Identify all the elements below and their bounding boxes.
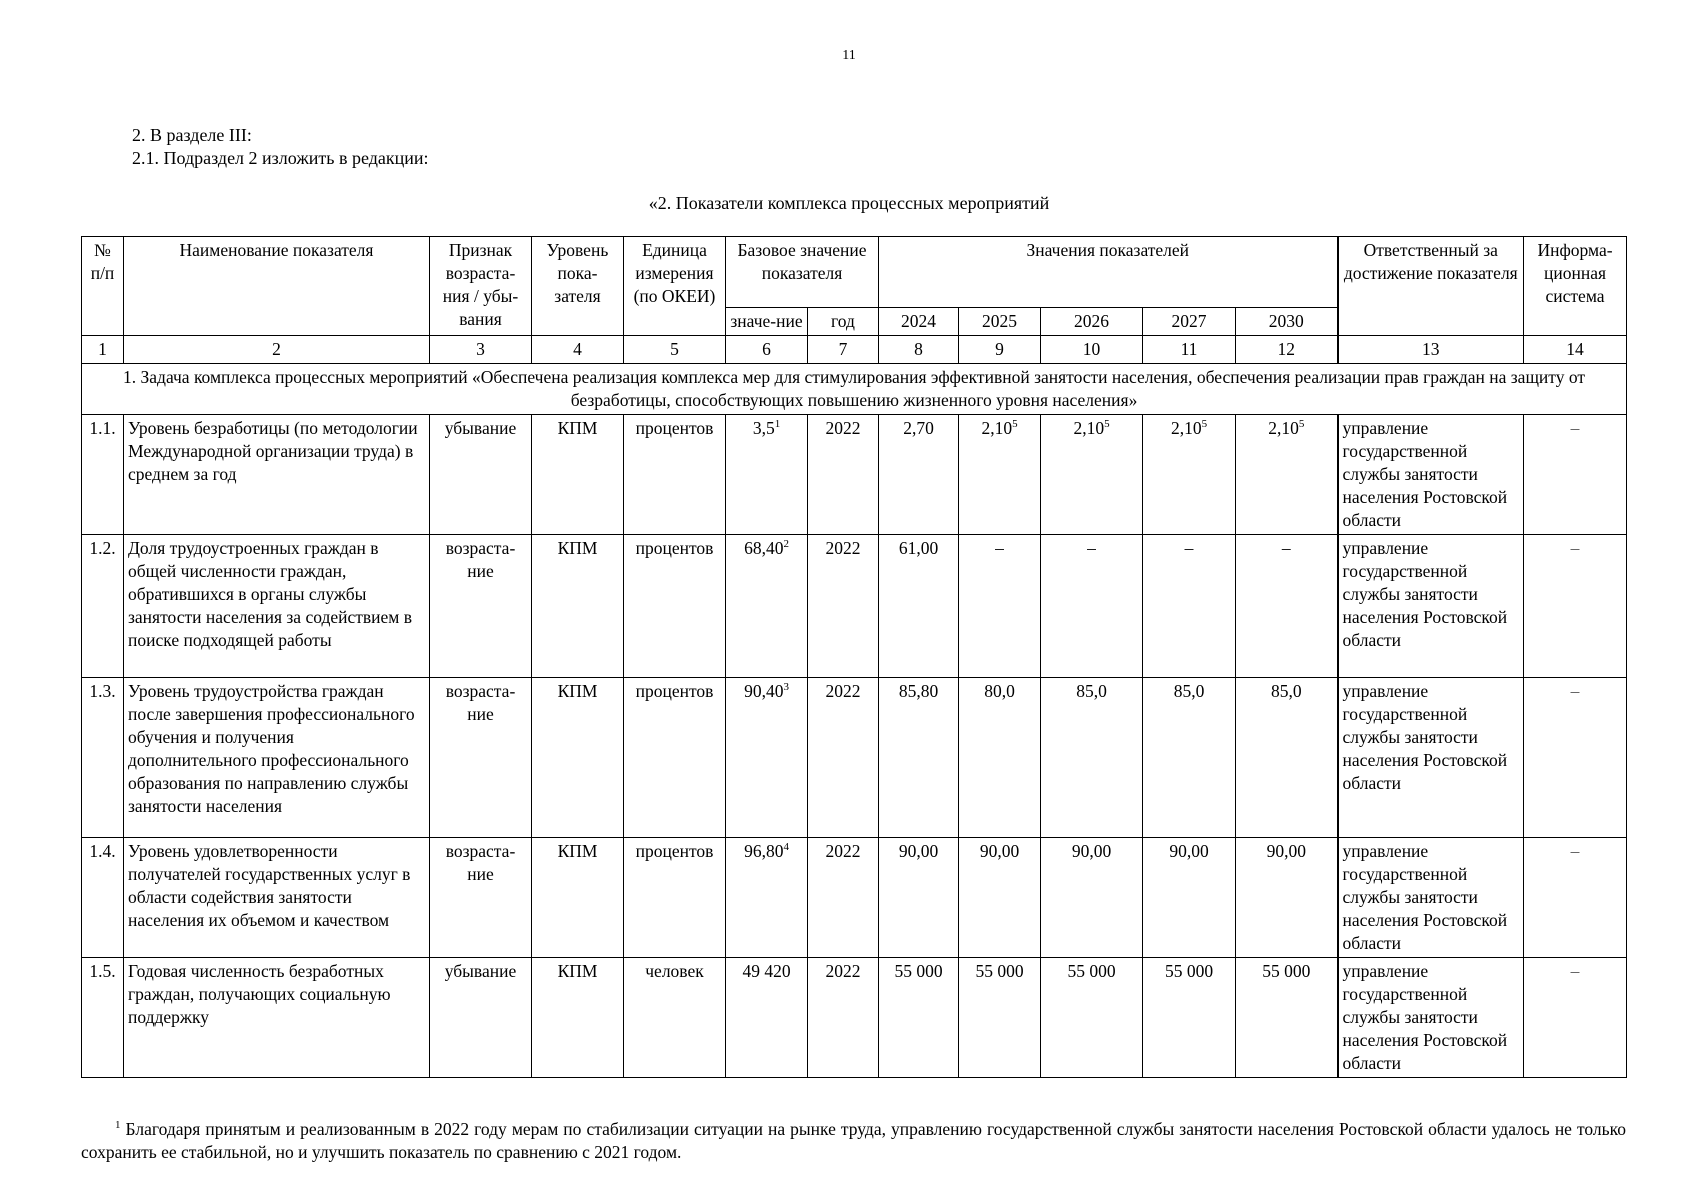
target-value-text: 90,00	[1169, 841, 1209, 861]
trend: возраста-ние	[430, 535, 532, 678]
indicator-row	[82, 415, 1627, 535]
column-number: 9	[959, 336, 1041, 364]
row-number: 1.4.	[82, 838, 124, 958]
page-number: 11	[842, 48, 856, 63]
footnote-ref: 5	[1012, 418, 1018, 431]
indicator-name: Доля трудоустроенных граждан в общей численности граждан, обратившихся в органы службы занятости населения за содействием в поиске подходящей работы	[124, 535, 430, 678]
base-value	[726, 535, 808, 678]
target-value	[1236, 838, 1338, 958]
target-value-text: 55 000	[975, 961, 1024, 981]
responsible: управление государственной службы занятости населения Ростовской области	[1338, 838, 1524, 958]
responsible: управление государственной службы занятости населения Ростовской области	[1338, 415, 1524, 535]
column-number: 3	[430, 336, 532, 364]
footnote-ref: 3	[783, 681, 789, 694]
header-year: 2027	[1143, 308, 1236, 336]
base-value-text: 96,80	[744, 841, 784, 861]
target-value	[879, 415, 959, 535]
column-number: 14	[1524, 336, 1627, 364]
header-base: Базовое значение показателя	[726, 237, 879, 308]
target-value	[959, 958, 1041, 1078]
footnote-text: Благодаря принятым и реализованным в 2022 году мерам по стабилизации ситуации на рынке труда, управлению государственной службы занятости населения Ростовской области удалось не только сохранить ее стабильной, но и улучшить показатель по сравнению с 2021 годом.	[81, 1119, 1626, 1162]
intro-text	[132, 124, 429, 170]
indicator-level: КПМ	[532, 415, 624, 535]
trend: убывание	[430, 415, 532, 535]
header-row-1	[82, 237, 1627, 308]
header-year: 2026	[1041, 308, 1143, 336]
footnote-ref: 2	[783, 538, 789, 551]
target-value-text: 55 000	[1164, 961, 1214, 981]
column-number: 6	[726, 336, 808, 364]
target-value	[879, 838, 959, 958]
base-value-text: 68,40	[744, 538, 784, 558]
target-value-text: 85,80	[898, 681, 939, 701]
unit: процентов	[624, 678, 726, 838]
footnote-marker: 1	[115, 1119, 121, 1132]
indicator-name: Уровень трудоустройства граждан после завершения профессионального обучения и получения дополнительного профессионального образования по направлению службы занятости населения	[124, 678, 430, 838]
unit: процентов	[624, 535, 726, 678]
info-system: –	[1524, 415, 1627, 535]
responsible: управление государственной службы занятости населения Ростовской области	[1338, 535, 1524, 678]
header-num: № п/п	[82, 237, 124, 336]
task-row	[82, 364, 1627, 415]
info-system: –	[1524, 535, 1627, 678]
responsible: управление государственной службы занятости населения Ростовской области	[1338, 958, 1524, 1078]
target-value	[1236, 415, 1338, 535]
task-text: 1. Задача комплекса процессных мероприятий «Обеспечена реализация комплекса мер для стимулирования эффективной занятости населения, обеспечения реализации прав граждан на защиту от безработицы, способствующих повышению жизненного уровня населения»	[82, 364, 1627, 415]
target-value-text: –	[1184, 538, 1194, 558]
target-value	[1041, 678, 1143, 838]
header-base-year: год	[808, 308, 879, 336]
target-value-text: –	[995, 538, 1004, 558]
header-unit: Единица измерения (по ОКЕИ)	[624, 237, 726, 336]
header-year: 2025	[959, 308, 1041, 336]
target-value	[1236, 678, 1338, 838]
intro-line-2: 2.1. Подраздел 2 изложить в редакции:	[132, 148, 429, 168]
header-base-value: значе-ние	[726, 308, 808, 336]
indicator-row	[82, 678, 1627, 838]
target-value-text: 55 000	[1262, 961, 1311, 981]
target-value-text: 85,0	[1076, 681, 1107, 701]
header-responsible: Ответственный за достижение показателя	[1338, 237, 1524, 336]
column-number: 8	[879, 336, 959, 364]
base-year: 2022	[808, 535, 879, 678]
unit: человек	[624, 958, 726, 1078]
column-number: 12	[1236, 336, 1338, 364]
target-value-text: 85,0	[1173, 681, 1205, 701]
footnote-ref: 1	[774, 418, 781, 431]
trend: убывание	[430, 958, 532, 1078]
base-value	[726, 415, 808, 535]
indicator-level: КПМ	[532, 678, 624, 838]
target-value-text: –	[1281, 538, 1291, 558]
target-value	[959, 838, 1041, 958]
indicator-row	[82, 838, 1627, 958]
target-value-text: 2,10	[1268, 418, 1299, 438]
target-value	[879, 958, 959, 1078]
indicator-name: Годовая численность безработных граждан, получающих социальную поддержку	[124, 958, 430, 1078]
indicator-row	[82, 535, 1627, 678]
target-value-text: 90,00	[979, 841, 1020, 861]
target-value	[1143, 415, 1236, 535]
target-value-text: 61,00	[898, 538, 939, 558]
base-value-text: 3,5	[752, 418, 775, 438]
row-number: 1.3.	[82, 678, 124, 838]
trend: возраста-ние	[430, 838, 532, 958]
row-number: 1.5.	[82, 958, 124, 1078]
column-number-row	[82, 336, 1627, 364]
target-value	[1143, 838, 1236, 958]
unit: процентов	[624, 838, 726, 958]
column-number: 7	[808, 336, 879, 364]
header-year: 2024	[879, 308, 959, 336]
target-value	[1041, 838, 1143, 958]
column-number: 10	[1041, 336, 1143, 364]
header-name: Наименование показателя	[124, 237, 430, 336]
target-value-text: 2,70	[903, 418, 934, 438]
footnote-ref: 5	[1298, 418, 1305, 431]
column-number: 2	[124, 336, 430, 364]
target-value-text: 2,10	[1073, 418, 1105, 438]
base-value-text: 90,40	[744, 681, 784, 701]
target-value	[879, 535, 959, 678]
target-value-text: 85,0	[1270, 681, 1302, 701]
indicator-level: КПМ	[532, 535, 624, 678]
header-year: 2030	[1236, 308, 1338, 336]
target-value-text: 90,00	[898, 841, 939, 861]
target-value	[959, 415, 1041, 535]
header-level: Уровень пока-зателя	[532, 237, 624, 336]
indicator-name: Уровень безработицы (по методологии Международной организации труда) в среднем за год	[124, 415, 430, 535]
target-value-text: 80,0	[984, 681, 1015, 701]
column-number: 1	[82, 336, 124, 364]
table-title: «2. Показатели комплекса процессных мероприятий	[648, 193, 1050, 213]
target-value	[1143, 535, 1236, 678]
target-value	[879, 678, 959, 838]
target-value-text: 90,00	[1266, 841, 1306, 861]
target-value	[1041, 415, 1143, 535]
header-info-system: Информа-ционная система	[1524, 237, 1627, 336]
info-system: –	[1524, 838, 1627, 958]
footnote-ref: 5	[1104, 418, 1110, 431]
row-number: 1.1.	[82, 415, 124, 535]
column-number: 13	[1338, 336, 1524, 364]
intro-line-1: 2. В разделе III:	[132, 125, 252, 145]
base-value	[726, 838, 808, 958]
target-value-text: 2,10	[981, 418, 1013, 438]
target-value	[1236, 535, 1338, 678]
indicator-level: КПМ	[532, 838, 624, 958]
base-year: 2022	[808, 678, 879, 838]
target-value-text: –	[1087, 538, 1096, 558]
target-value	[1041, 535, 1143, 678]
footnote-ref: 4	[783, 841, 789, 854]
footnote	[81, 1118, 1626, 1164]
trend: возраста-ние	[430, 678, 532, 838]
base-value	[726, 958, 808, 1078]
target-value	[959, 678, 1041, 838]
target-value	[1236, 958, 1338, 1078]
target-value	[1041, 958, 1143, 1078]
target-value	[1143, 678, 1236, 838]
indicator-row	[82, 958, 1627, 1078]
target-value-text: 90,00	[1071, 841, 1112, 861]
row-number: 1.2.	[82, 535, 124, 678]
footnote-ref: 5	[1201, 418, 1208, 431]
base-value	[726, 678, 808, 838]
base-year: 2022	[808, 415, 879, 535]
indicators-table	[81, 236, 1627, 1078]
indicator-name: Уровень удовлетворенности получателей государственных услуг в области содействия занятости населения их объемом и качеством	[124, 838, 430, 958]
header-trend: Признак возраста-ния / убы-вания	[430, 237, 532, 336]
target-value-text: 55 000	[1067, 961, 1116, 981]
header-values: Значения показателей	[879, 237, 1338, 308]
target-value	[959, 535, 1041, 678]
base-value-text: 49 420	[742, 961, 791, 981]
base-year: 2022	[808, 958, 879, 1078]
column-number: 5	[624, 336, 726, 364]
info-system: –	[1524, 678, 1627, 838]
target-value-text: 55 000	[894, 961, 943, 981]
column-number: 11	[1143, 336, 1236, 364]
column-number: 4	[532, 336, 624, 364]
target-value-text: 2,10	[1170, 418, 1202, 438]
responsible: управление государственной службы занятости населения Ростовской области	[1338, 678, 1524, 838]
target-value	[1143, 958, 1236, 1078]
indicator-level: КПМ	[532, 958, 624, 1078]
unit: процентов	[624, 415, 726, 535]
base-year: 2022	[808, 838, 879, 958]
info-system: –	[1524, 958, 1627, 1078]
